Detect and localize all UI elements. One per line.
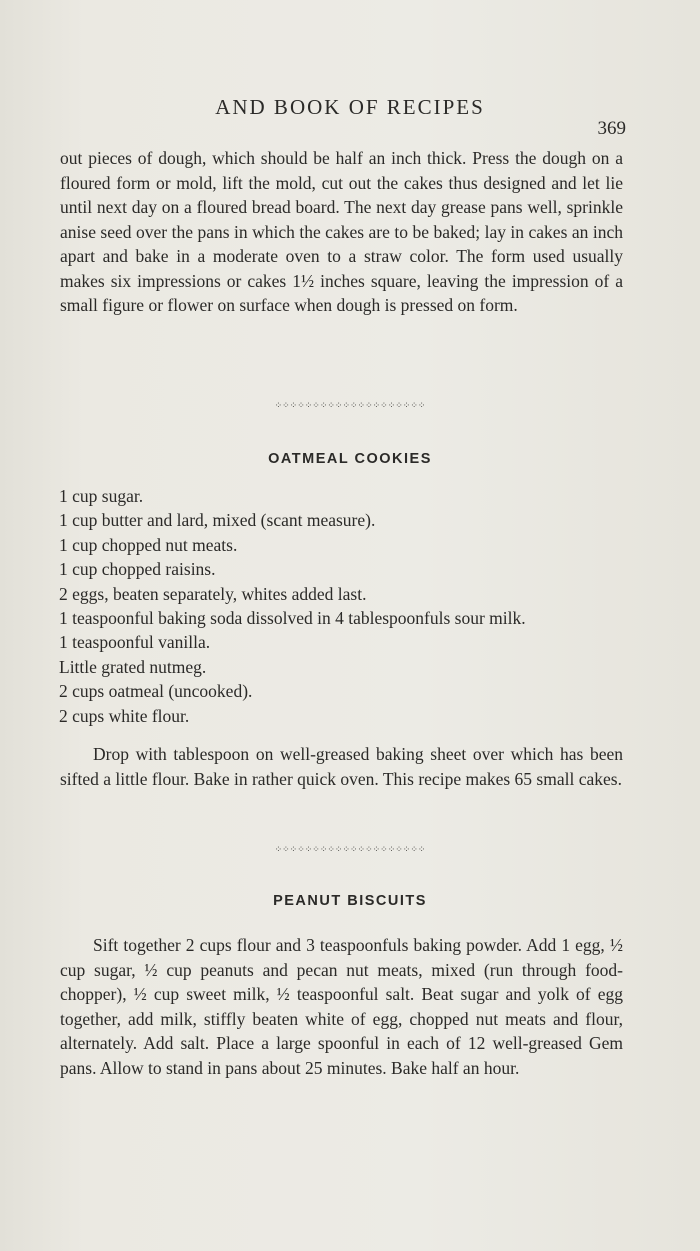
ingredient-item: 1 cup chopped nut meats. — [59, 534, 238, 555]
ingredient-item: 1 cup chopped raisins. — [59, 559, 216, 580]
ingredient-item: 2 cups oatmeal (uncooked). — [59, 681, 253, 702]
continued-paragraph: out pieces of dough, which should be half an inch thick. Press the dough on a floured form or mold, lift the mold, cut out the cakes thus designed and let lie until next day on a floured bread board. The next day grease pans well, sprinkle anise seed over the pans in which the cakes are to be baked; lay in cakes an inch apart and bake in a moderate oven to a straw color. The form used usually makes six impressions or cakes 1½ inches square, leaving the impression of a small figure or flower on surface when dough is pressed on form. — [60, 148, 623, 315]
peanut-biscuits-directions: Sift together 2 cups flour and 3 teaspoonfuls baking powder. Add 1 egg, ½ cup sugar, ½ cup peanuts and pecan nut meats, mixed (run through food-chopper), ½ cup sweet milk, ½ teaspoonful salt. Beat sugar and yolk of egg together, add milk, stiffly beaten white of egg, chopped nut meats and flour, alternately. Add salt. Place a large spoonful in each of 12 well-greased Gem pans. Allow to stand in pans about 25 minutes. Bake half an hour. — [60, 935, 623, 1078]
ingredient-item: Little grated nutmeg. — [59, 656, 207, 677]
ingredient-item: 1 teaspoonful vanilla. — [59, 632, 211, 653]
recipe-title-peanut-biscuits: PEANUT BISCUITS — [273, 893, 427, 909]
ingredient-item: 1 cup butter and lard, mixed (scant measure). — [59, 510, 376, 531]
oatmeal-cookies-directions: Drop with tablespoon on well-greased baking sheet over which has been sifted a little flour. Bake in rather quick oven. This recipe makes 65 small cakes. — [60, 744, 623, 789]
ornamental-divider: ⁘⁘⁘⁘⁘⁘⁘⁘⁘⁘⁘⁘⁘⁘⁘⁘⁘⁘⁘⁘ — [274, 845, 426, 855]
ingredient-item: 1 teaspoonful baking soda dissolved in 4 tablespoonfuls sour milk. — [59, 608, 526, 629]
ingredient-item: 2 eggs, beaten separately, whites added last. — [59, 583, 367, 604]
ingredient-item: 2 cups white flour. — [59, 705, 190, 726]
recipe-title-oatmeal-cookies: OATMEAL COOKIES — [268, 451, 432, 467]
ornamental-divider: ⁘⁘⁘⁘⁘⁘⁘⁘⁘⁘⁘⁘⁘⁘⁘⁘⁘⁘⁘⁘ — [274, 401, 426, 411]
running-head: AND BOOK OF RECIPES — [215, 95, 485, 119]
ingredient-item: 1 cup sugar. — [59, 486, 144, 506]
ingredient-list — [59, 484, 639, 728]
page-number: 369 — [597, 118, 626, 139]
